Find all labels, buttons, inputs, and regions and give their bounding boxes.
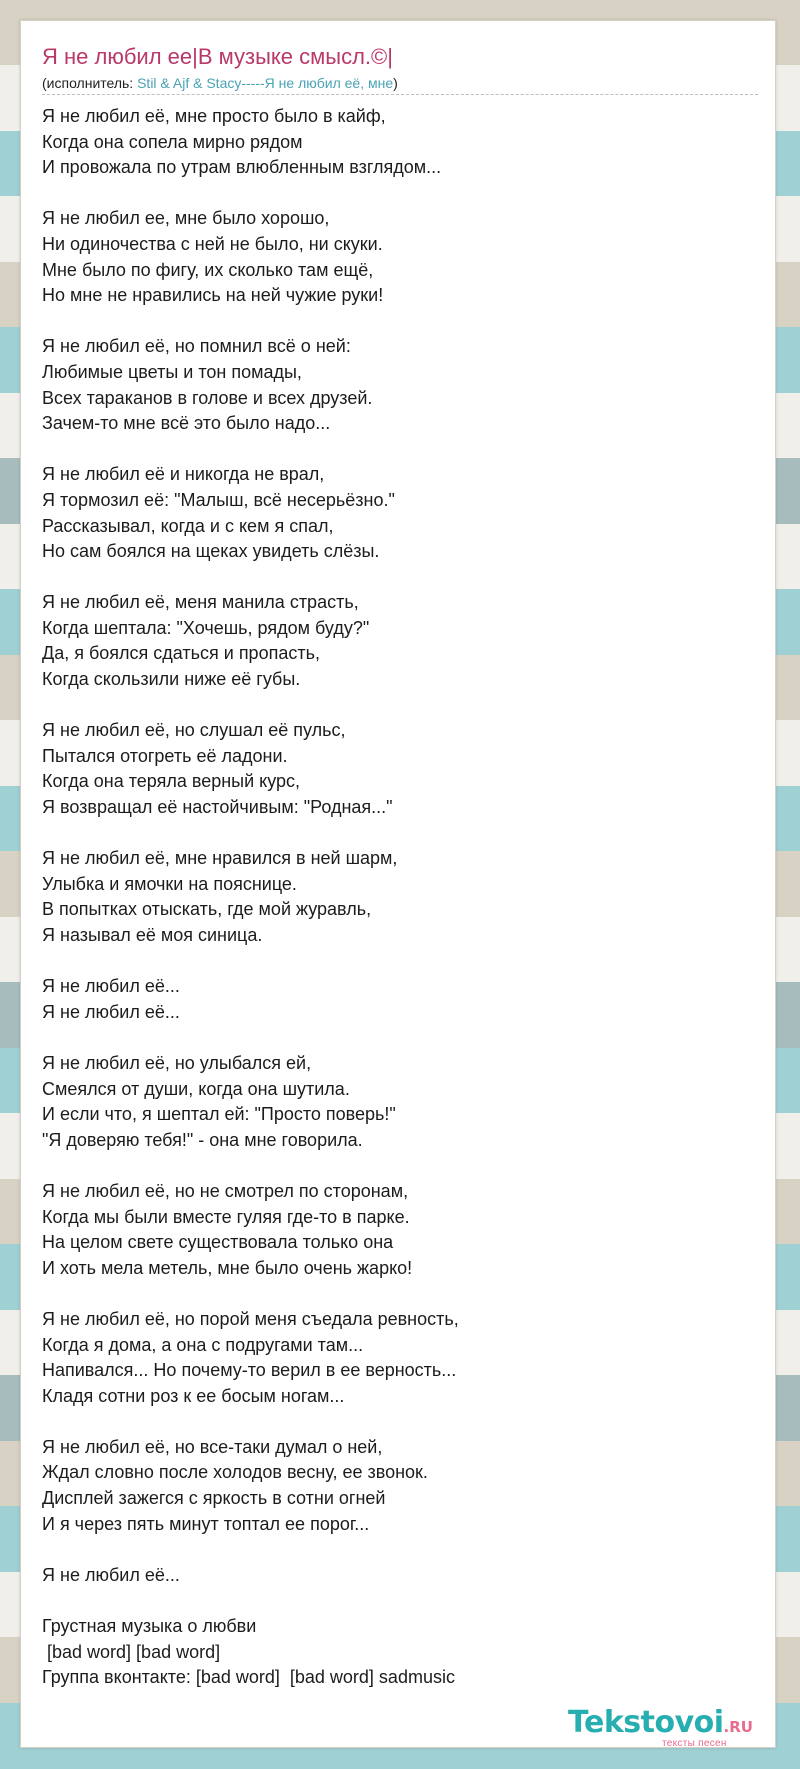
lyric-line: Я тормозил её: "Малыш, всё несерьёзно." (42, 489, 395, 510)
performer-suffix: ) (393, 75, 398, 91)
lyric-line: Ждал словно после холодов весну, ее звонок. (42, 1462, 428, 1483)
site-logo[interactable] (568, 1705, 753, 1749)
lyric-line: "Я доверяю тебя!" - она мне говорила. (42, 1129, 363, 1150)
lyric-line: Я не любил её... (42, 976, 180, 997)
lyric-line: Дисплей зажегся с яркость в сотни огней (42, 1488, 386, 1509)
lyric-line: И если что, я шептал ей: "Просто поверь!" (42, 1104, 396, 1125)
lyric-line: Улыбка и ямочки на пояснице. (42, 873, 297, 894)
lyric-line: В попытках отыскать, где мой журавль, (42, 899, 372, 920)
performer-link[interactable]: Stil & Ajf & Stacy-----Я не любил её, мне (137, 75, 394, 91)
lyric-line: Когда шептала: "Хочешь, рядом буду?" (42, 617, 370, 638)
lyric-line: Когда она теряла верный курс, (42, 771, 301, 792)
lyric-line (42, 1025, 758, 1051)
lyric-line: [bad word] [bad word] (42, 1641, 221, 1662)
lyric-line: Я не любил её, но улыбался ей, (42, 1052, 312, 1073)
lyric-line: Когда мы были вместе гуляя где-то в парке. (42, 1206, 410, 1227)
lyric-line (42, 309, 758, 335)
lyric-line (42, 565, 758, 591)
lyric-line: Но мне не нравились на ней чужие руки! (42, 285, 384, 306)
performer-line (42, 74, 398, 92)
lyric-line: Смеялся от души, когда она шутила. (42, 1078, 350, 1099)
logo-wordmark: Tekstovoi (568, 1705, 724, 1740)
lyric-line: Я не любил её, меня манила страсть, (42, 592, 359, 613)
lyric-line (42, 181, 758, 207)
lyric-line: Я не любил её... (42, 1001, 180, 1022)
lyric-line: Всех тараканов в голове и всех друзей. (42, 387, 373, 408)
lyric-line: И провожала по утрам влюбленным взглядом... (42, 157, 442, 178)
lyric-line (42, 1537, 758, 1563)
lyric-line: Я не любил её, мне нравился в ней шарм, (42, 848, 398, 869)
lyric-line: Рассказывал, когда и с кем я спал, (42, 515, 334, 536)
lyric-line: И я через пять минут топтал ее порог... (42, 1513, 370, 1534)
lyric-line: Любимые цветы и тон помады, (42, 361, 302, 382)
lyric-line: Когда я дома, а она с подругами там... (42, 1334, 364, 1355)
lyric-line: Пытался отогреть её ладони. (42, 745, 288, 766)
lyric-line: Я не любил её, но помнил всё о ней: (42, 336, 351, 357)
lyric-line: Группа вконтакте: [bad word] [bad word] sadmusic (42, 1667, 455, 1688)
logo-tld: .RU (723, 1718, 753, 1736)
lyrics-text (42, 104, 758, 1691)
lyric-line: Я не любил её... (42, 1564, 180, 1585)
title-divider (42, 94, 758, 95)
lyric-line: Мне было по фигу, их сколько там ещё, (42, 259, 374, 280)
lyric-line (42, 693, 758, 719)
lyric-line: Я не любил её и никогда не врал, (42, 464, 325, 485)
lyric-line (42, 1409, 758, 1435)
lyric-line (42, 1588, 758, 1614)
lyric-line: Но сам боялся на щеках увидеть слёзы. (42, 541, 380, 562)
lyric-line: Ни одиночества с ней не было, ни скуки. (42, 233, 383, 254)
lyric-line: Напивался... Но почему-то верил в ее верность... (42, 1360, 457, 1381)
lyric-line (42, 949, 758, 975)
lyric-line: Кладя сотни роз к ее босым ногам... (42, 1385, 345, 1406)
lyric-line: И хоть мела метель, мне было очень жарко! (42, 1257, 413, 1278)
lyric-line: Я возвращал её настойчивым: "Родная..." (42, 797, 393, 818)
lyric-line (42, 437, 758, 463)
lyric-line (42, 1281, 758, 1307)
lyric-line: Я не любил её, мне просто было в кайф, (42, 106, 386, 126)
lyric-line: Я не любил её, но не смотрел по сторонам, (42, 1180, 409, 1201)
lyric-line: Грустная музыка о любви (42, 1616, 257, 1637)
performer-prefix: (исполнитель: (42, 75, 138, 91)
lyric-line: Когда скользили ниже её губы. (42, 669, 301, 690)
lyric-line: Я не любил её, но все-таки думал о ней, (42, 1436, 383, 1457)
lyric-line: Я называл её моя синица. (42, 925, 263, 945)
lyric-line (42, 1153, 758, 1179)
lyric-line: На целом свете существовала только она (42, 1232, 394, 1253)
lyric-line (42, 821, 758, 847)
page-title: Я не любил ее|В музыке смысл.©| (42, 44, 393, 69)
lyric-line: Да, я боялся сдаться и пропасть, (42, 643, 320, 664)
lyric-line: Когда она сопела мирно рядом (42, 131, 303, 152)
lyric-line: Я не любил ее, мне было хорошо, (42, 208, 330, 229)
logo-tagline: тексты песен (662, 1738, 727, 1749)
lyric-line: Я не любил её, но слушал её пульс, (42, 720, 346, 741)
lyric-line: Я не любил её, но порой меня съедала ревность, (42, 1308, 459, 1329)
lyric-line: Зачем-то мне всё это было надо... (42, 413, 331, 434)
